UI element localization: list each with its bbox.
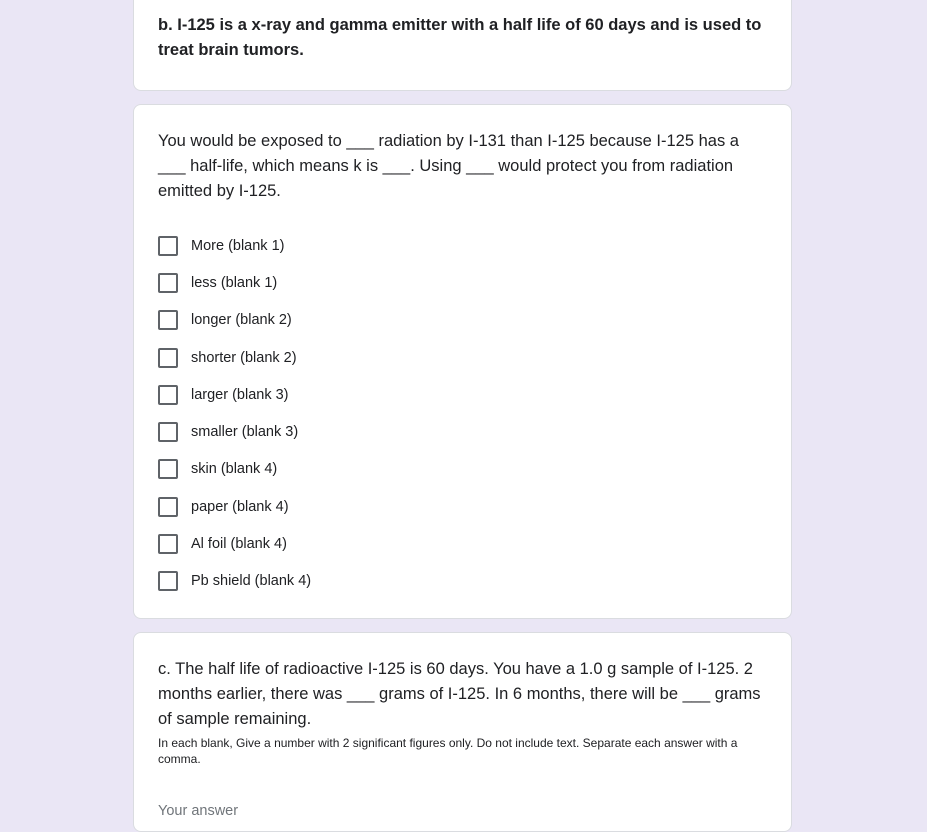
option-label: paper (blank 4) <box>191 498 289 515</box>
option-label: skin (blank 4) <box>191 461 278 478</box>
checkbox[interactable] <box>158 236 178 256</box>
option-label: less (blank 1) <box>191 274 278 291</box>
checkbox[interactable] <box>158 385 178 405</box>
option-less-blank-1[interactable] <box>158 264 311 301</box>
checkbox[interactable] <box>158 273 178 293</box>
question-card-b <box>133 0 792 91</box>
checkbox[interactable] <box>158 571 178 591</box>
option-label: shorter (blank 2) <box>191 349 297 366</box>
question-c-text: c. The half life of radioactive I-125 is 60 days. You have a 1.0 g sample of I-125. 2 months earlier, there was ___ grams of I-125. In 6 months, there will be ___ grams of sample remaining. <box>158 660 761 728</box>
option-label: Pb shield (blank 4) <box>191 573 312 590</box>
question-text: You would be exposed to ___ radiation by I-131 than I-125 because I-125 has a ___ half-life, which means k is ___. Using ___ would protect you from radiation emitted by I-125. <box>158 132 739 200</box>
checkbox[interactable] <box>158 310 178 330</box>
option-more-blank-1[interactable] <box>158 227 311 264</box>
option-al-foil-blank-4[interactable] <box>158 525 311 562</box>
option-paper-blank-4[interactable] <box>158 488 311 525</box>
answer-input[interactable] <box>158 799 458 823</box>
option-label: Al foil (blank 4) <box>191 536 287 553</box>
checkbox[interactable] <box>158 497 178 517</box>
question-card-c <box>133 632 792 832</box>
question-b-text: b. I-125 is a x-ray and gamma emitter with a half life of 60 days and is used to treat brain tumors. <box>158 16 762 59</box>
question-card-blanks <box>133 104 792 619</box>
option-skin-blank-4[interactable] <box>158 451 311 488</box>
option-shorter-blank-2[interactable] <box>158 339 311 376</box>
option-label: More (blank 1) <box>191 237 285 254</box>
option-pb-shield-blank-4[interactable] <box>158 563 311 600</box>
option-longer-blank-2[interactable] <box>158 302 311 339</box>
checkbox[interactable] <box>158 348 178 368</box>
checkbox[interactable] <box>158 422 178 442</box>
option-label: larger (blank 3) <box>191 386 289 403</box>
option-larger-blank-3[interactable] <box>158 376 311 413</box>
option-smaller-blank-3[interactable] <box>158 413 311 450</box>
option-label: longer (blank 2) <box>191 312 292 329</box>
question-c-help-text: In each blank, Give a number with 2 significant figures only. Do not include text. Separate each answer with a comma. <box>158 736 738 766</box>
checkbox[interactable] <box>158 534 178 554</box>
checkbox-options <box>158 227 311 600</box>
checkbox[interactable] <box>158 459 178 479</box>
option-label: smaller (blank 3) <box>191 424 299 441</box>
